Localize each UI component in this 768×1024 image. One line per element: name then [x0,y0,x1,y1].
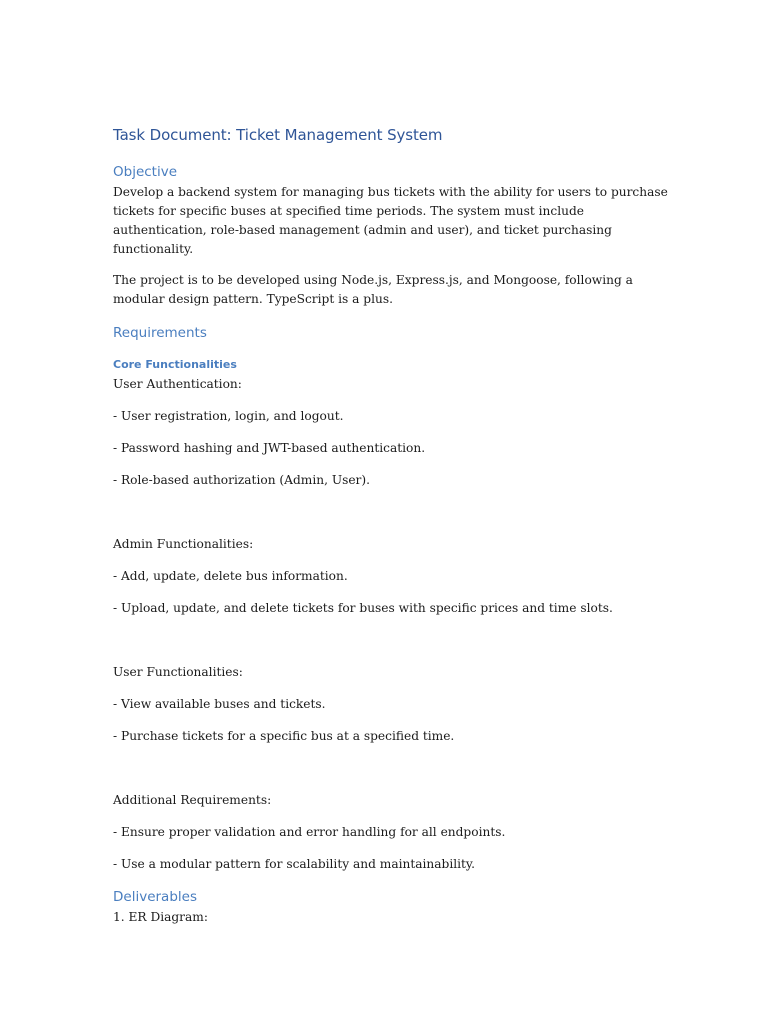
list-item: - User registration, login, and logout. [113,409,344,423]
objective-heading: Objective [113,164,178,180]
deliverables-heading: Deliverables [113,889,197,905]
objective-paragraph-2: The project is to be developed using Node.js, Express.js, and Mongoose, following a modular design pattern. TypeScript is a plus. [113,273,633,306]
user-functionalities-label: User Functionalities: [113,665,243,679]
list-item: - Upload, update, and delete tickets for buses with specific prices and time slots. [113,601,613,615]
requirements-heading: Requirements [113,325,207,341]
list-item: - Ensure proper validation and error handling for all endpoints. [113,825,506,839]
document-content [113,124,673,927]
list-item: - Add, update, delete bus information. [113,569,348,583]
list-item: - Purchase tickets for a specific bus at a specified time. [113,729,455,743]
document-title: Task Document: Ticket Management System [113,126,443,144]
list-item: - View available buses and tickets. [113,697,326,711]
list-item: - Password hashing and JWT-based authentication. [113,441,426,455]
list-item: - Role-based authorization (Admin, User). [113,473,371,487]
admin-functionalities-label: Admin Functionalities: [113,537,254,551]
list-item: 1. ER Diagram: [113,910,208,924]
additional-requirements-label: Additional Requirements: [113,793,272,807]
objective-paragraph-1: Develop a backend system for managing bus tickets with the ability for users to purchase tickets for specific buses at specified time periods. The system must include authentication, role-based management (admin and user), and ticket purchasing functionality. [113,185,668,256]
user-auth-label: User Authentication: [113,377,242,391]
list-item: - Use a modular pattern for scalability and maintainability. [113,857,476,871]
core-functionalities-heading: Core Functionalities [113,358,237,371]
